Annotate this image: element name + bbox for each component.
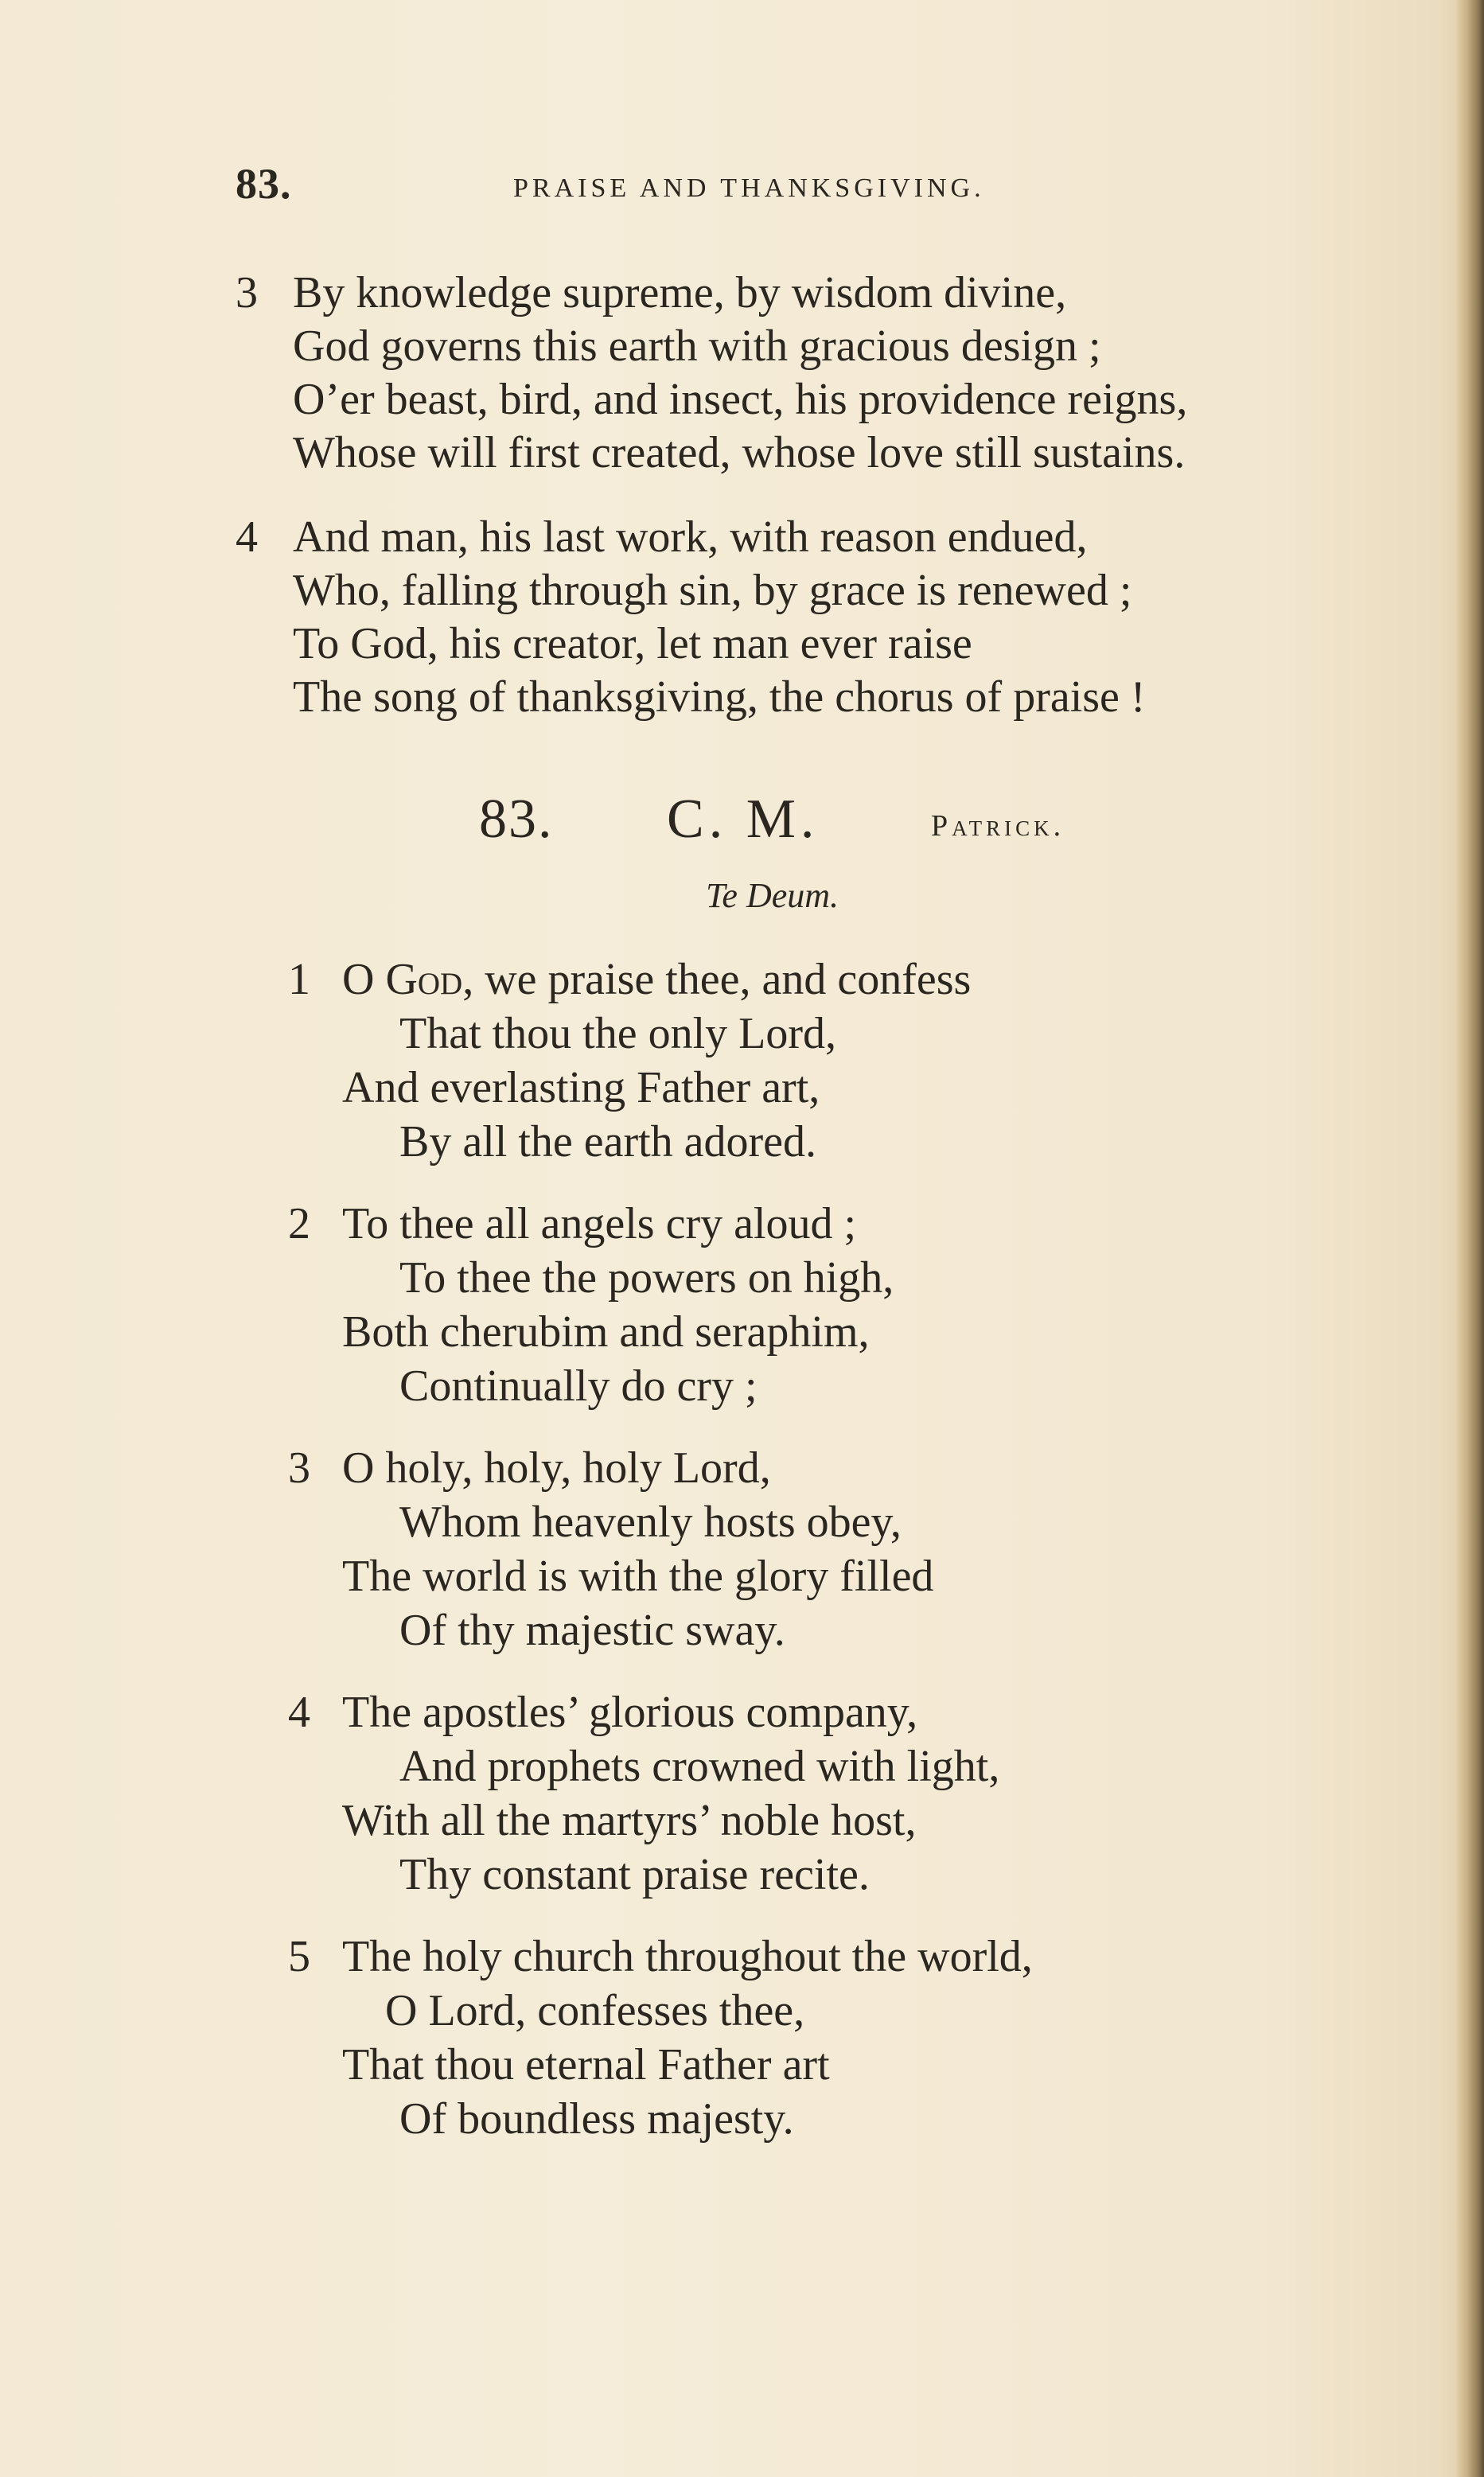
verse-word-smallcaps: God (385, 955, 463, 1004)
verse-line: God governs this earth with gracious design ; (293, 321, 1101, 371)
stanza-number: 5 (288, 1932, 310, 1981)
verse-line: The apostles’ glorious company, (342, 1688, 918, 1737)
verse-line: Both cherubim and seraphim, (342, 1307, 870, 1357)
stanza-number: 3 (288, 1443, 310, 1493)
verse-line: The holy church throughout the world, (342, 1932, 1033, 1981)
stanza-number: 4 (236, 512, 258, 562)
verse-line: Thy constant praise recite. (399, 1850, 870, 1899)
verse-line: By knowledge supreme, by wisdom divine, (293, 268, 1067, 317)
verse-line: To God, his creator, let man ever raise (293, 619, 972, 668)
stanza-number: 4 (288, 1688, 310, 1737)
page-edge-shadow (1455, 0, 1484, 2477)
verse-line: To thee the powers on high, (399, 1253, 894, 1303)
verse-line: O’er beast, bird, and insect, his providence reigns, (293, 375, 1188, 424)
hymn-subtitle: Te Deum. (706, 876, 839, 915)
verse-word: O (342, 955, 386, 1004)
verse-line: And man, his last work, with reason endued, (293, 512, 1088, 562)
stanza-number: 2 (288, 1199, 310, 1248)
verse-line: O Lord, confesses thee, (385, 1986, 805, 2035)
verse-line: Who, falling through sin, by grace is renewed ; (293, 566, 1132, 615)
running-title: PRAISE AND THANKSGIVING. (513, 173, 985, 203)
verse-line: With all the martyrs’ noble host, (342, 1796, 917, 1845)
verse-line: O holy, holy, holy Lord, (342, 1443, 771, 1493)
page-number: 83. (236, 160, 292, 208)
stanza-number: 1 (288, 955, 310, 1004)
verse-line: Of boundless majesty. (399, 2094, 794, 2144)
verse-line: That thou eternal Father art (342, 2040, 830, 2089)
verse-line: The world is with the glory filled (342, 1552, 934, 1601)
verse-line: And prophets crowned with light, (399, 1742, 1000, 1791)
verse-line: That thou the only Lord, (399, 1009, 837, 1058)
hymn-meter: C. M. (667, 789, 820, 850)
hymn-tune-name: Patrick. (931, 809, 1065, 843)
hymn-heading (0, 788, 1484, 859)
verse-line: Continually do cry ; (399, 1361, 758, 1411)
verse-line (342, 953, 971, 1006)
verse-line: Whose will first created, whose love still sustains. (293, 428, 1186, 477)
verse-line: And everlasting Father art, (342, 1063, 820, 1112)
verse-line: To thee all angels cry aloud ; (342, 1199, 857, 1248)
verse-line: Of thy majestic sway. (399, 1606, 785, 1655)
verse-line: Whom heavenly hosts obey, (399, 1497, 902, 1547)
running-head (0, 159, 1484, 215)
stanza-number: 3 (236, 268, 258, 317)
verse-line: The song of thanksgiving, the chorus of praise ! (293, 672, 1146, 722)
verse-line: By all the earth adored. (399, 1117, 817, 1166)
hymn-number: 83. (479, 789, 554, 850)
verse-text: , we praise thee, and confess (462, 955, 972, 1004)
